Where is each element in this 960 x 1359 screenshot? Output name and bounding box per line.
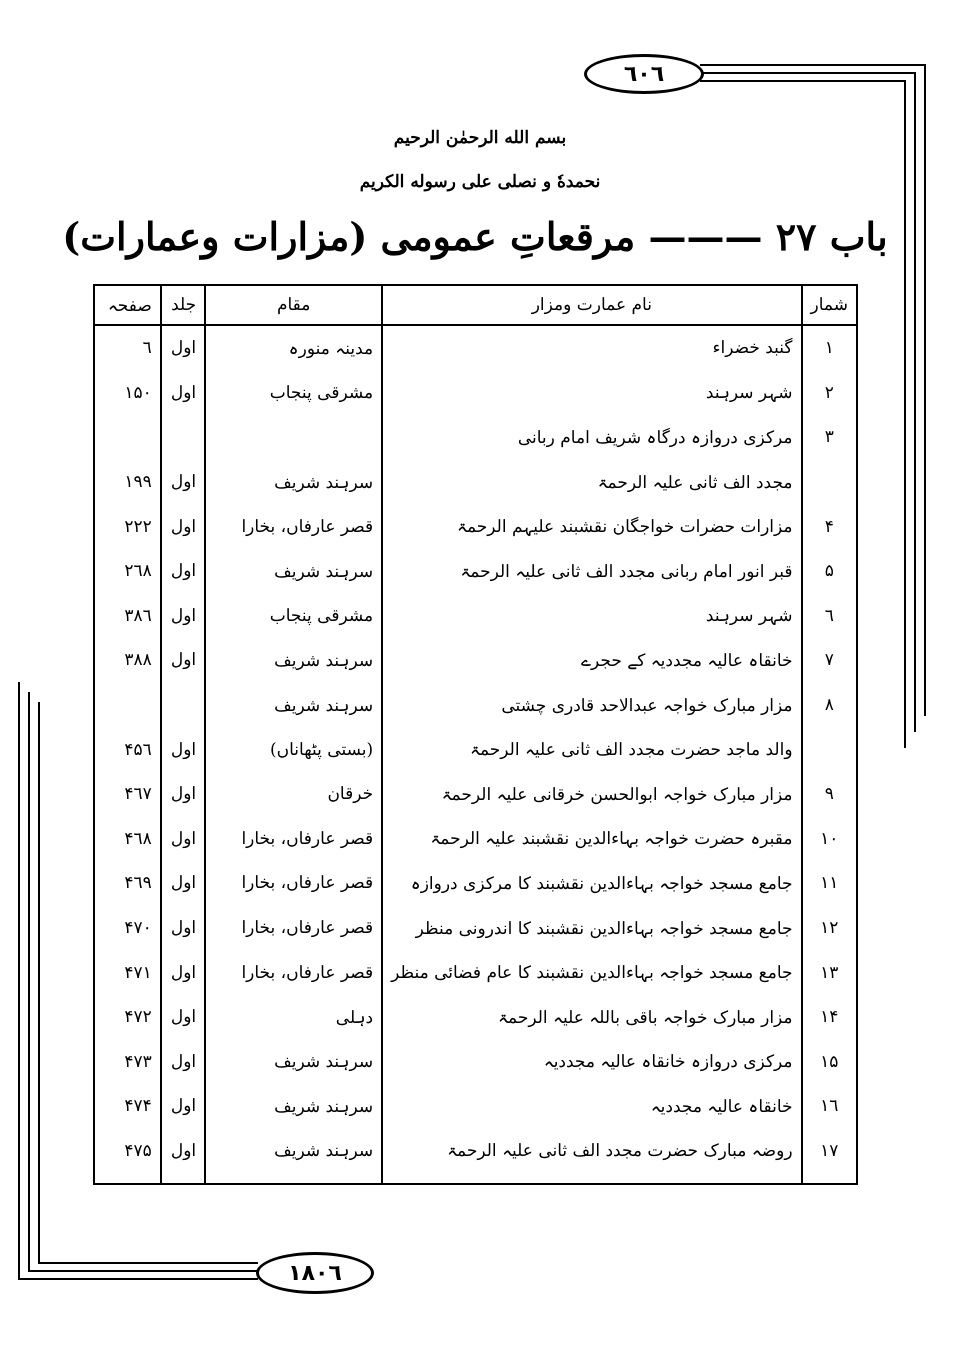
cell-number <box>802 727 857 772</box>
cell-name: مزار مبارک خواجہ عبدالاحد قادری چشتی <box>382 683 801 728</box>
cell-number: ۱۲ <box>802 906 857 951</box>
cell-number: ۴ <box>802 504 857 549</box>
cell-name: روضہ مبارک حضرت مجدد الف ثانی علیہ الرحمۃ <box>382 1129 801 1185</box>
bottom-page-number: ١٨٠٦ <box>256 1252 374 1294</box>
cell-name: مزار مبارک خواجہ باقی باللہ علیہ الرحمۃ <box>382 995 801 1040</box>
cell-volume: اول <box>161 995 205 1040</box>
cell-place: سرہند شریف <box>205 683 382 728</box>
chapter-title: باب ۲۷ ——— مرقعاتِ عمومی (مزارات وعمارات) <box>62 213 888 259</box>
cell-volume: اول <box>161 772 205 817</box>
cell-number: ۹ <box>802 772 857 817</box>
cell-place: خرقان <box>205 772 382 817</box>
cell-number: ۸ <box>802 683 857 728</box>
cell-place: قصر عارفاں، بخارا <box>205 906 382 951</box>
frame-line <box>28 692 30 1272</box>
table-row <box>94 415 857 460</box>
cell-number: ۲ <box>802 371 857 416</box>
cell-page: ۴۷۳ <box>94 1040 161 1085</box>
cell-number: ۱ <box>802 325 857 371</box>
cell-page: ۴٦۷ <box>94 772 161 817</box>
bismillah: بسم الله الرحمٰن الرحیم <box>393 128 567 148</box>
column-header-volume: جلد <box>161 285 205 325</box>
cell-name: قبر انور امام ربانی مجدد الف ثانی علیہ الرحمۃ <box>382 549 801 594</box>
cell-number: ۱۷ <box>802 1129 857 1185</box>
cell-number: ۱۱ <box>802 861 857 906</box>
cell-volume: اول <box>161 594 205 639</box>
cell-number <box>802 460 857 505</box>
frame-line <box>28 1270 258 1272</box>
cell-page: ۴۵٦ <box>94 727 161 772</box>
cell-page <box>94 415 161 460</box>
cell-place: مدینہ منورہ <box>205 325 382 371</box>
cell-volume: اول <box>161 549 205 594</box>
cell-volume: اول <box>161 371 205 416</box>
cell-volume: اول <box>161 460 205 505</box>
cell-name: خانقاہ عالیہ مجددیہ <box>382 1084 801 1129</box>
salutation: نحمدهٗ و نصلی علی رسوله الکریم <box>359 172 601 192</box>
cell-page: ۴۷۲ <box>94 995 161 1040</box>
column-header-place: مقام <box>205 285 382 325</box>
table-row <box>94 861 857 906</box>
cell-name: والد ماجد حضرت مجدد الف ثانی علیہ الرحمۃ <box>382 727 801 772</box>
cell-page: ۴٦۹ <box>94 861 161 906</box>
table-row <box>94 772 857 817</box>
cell-place: سرہند شریف <box>205 1129 382 1185</box>
frame-line <box>18 1278 258 1280</box>
cell-volume <box>161 415 205 460</box>
frame-line <box>700 64 926 66</box>
cell-name: جامع مسجد خواجہ بہاءالدین نقشبند کا مرکزی دروازہ <box>382 861 801 906</box>
cell-name: جامع مسجد خواجہ بہاءالدین نقشبند کا عام فضائی منظر <box>382 950 801 995</box>
table-row <box>94 325 857 371</box>
frame-line <box>700 72 916 74</box>
index-table <box>93 284 858 1185</box>
table-header-row <box>94 285 857 325</box>
cell-number: ۵ <box>802 549 857 594</box>
cell-page: ۴٦۸ <box>94 817 161 862</box>
cell-volume: اول <box>161 638 205 683</box>
cell-number: ۱۰ <box>802 817 857 862</box>
cell-page: ٦ <box>94 325 161 371</box>
cell-number: ۳ <box>802 415 857 460</box>
top-page-number: ٦٠٦ <box>584 54 704 94</box>
cell-volume: اول <box>161 1084 205 1129</box>
frame-line <box>38 702 40 1264</box>
cell-name: گنبد خضراء <box>382 325 801 371</box>
cell-number: ۱۴ <box>802 995 857 1040</box>
cell-place: مشرقی پنجاب <box>205 371 382 416</box>
cell-page: ۳۸۸ <box>94 638 161 683</box>
table-row <box>94 460 857 505</box>
table-row <box>94 371 857 416</box>
cell-volume: اول <box>161 950 205 995</box>
table-row <box>94 594 857 639</box>
cell-volume: اول <box>161 1040 205 1085</box>
cell-name: مزارات حضرات خواجگان نقشبند علیہم الرحمۃ <box>382 504 801 549</box>
cell-place: قصر عارفاں، بخارا <box>205 817 382 862</box>
cell-number: ۱٦ <box>802 1084 857 1129</box>
cell-place: مشرقی پنجاب <box>205 594 382 639</box>
cell-place: دہلی <box>205 995 382 1040</box>
table-row <box>94 950 857 995</box>
cell-volume: اول <box>161 1129 205 1185</box>
cell-page: ۴۷۰ <box>94 906 161 951</box>
cell-name: جامع مسجد خواجہ بہاءالدین نقشبند کا اندرونی منظر <box>382 906 801 951</box>
cell-number: ۷ <box>802 638 857 683</box>
column-header-page: صفحہ <box>94 285 161 325</box>
table-row <box>94 549 857 594</box>
cell-page: ۲٦۸ <box>94 549 161 594</box>
cell-name: مزار مبارک خواجہ ابوالحسن خرقانی علیہ الرحمۃ <box>382 772 801 817</box>
frame-line <box>38 1262 258 1264</box>
cell-page: ۲۲۲ <box>94 504 161 549</box>
cell-name: خانقاہ عالیہ مجددیہ کے حجرے <box>382 638 801 683</box>
cell-name: مرکزی دروازہ خانقاہ عالیہ مجددیہ <box>382 1040 801 1085</box>
table-row <box>94 504 857 549</box>
table-row <box>94 1084 857 1129</box>
table-row <box>94 817 857 862</box>
cell-volume: اول <box>161 861 205 906</box>
cell-page: ۱۵۰ <box>94 371 161 416</box>
cell-volume: اول <box>161 817 205 862</box>
table-row <box>94 1129 857 1185</box>
cell-volume: اول <box>161 727 205 772</box>
cell-name: شہر سرہند <box>382 371 801 416</box>
cell-name: مجدد الف ثانی علیہ الرحمۃ <box>382 460 801 505</box>
cell-number: ۱۳ <box>802 950 857 995</box>
column-header-name: نام عمارت ومزار <box>382 285 801 325</box>
cell-name: مقبرہ حضرت خواجہ بہاءالدین نقشبند علیہ الرحمۃ <box>382 817 801 862</box>
cell-page: ۴۷۱ <box>94 950 161 995</box>
table-row <box>94 727 857 772</box>
cell-place: سرہند شریف <box>205 1084 382 1129</box>
cell-page <box>94 683 161 728</box>
cell-number: ۱۵ <box>802 1040 857 1085</box>
table-row <box>94 638 857 683</box>
cell-page: ۳۸٦ <box>94 594 161 639</box>
cell-volume: اول <box>161 504 205 549</box>
cell-place: قصر عارفاں، بخارا <box>205 861 382 906</box>
cell-name: مرکزی دروازہ درگاہ شریف امام ربانی <box>382 415 801 460</box>
cell-place: سرہند شریف <box>205 549 382 594</box>
cell-number: ٦ <box>802 594 857 639</box>
cell-place: سرہند شریف <box>205 638 382 683</box>
cell-volume: اول <box>161 325 205 371</box>
cell-page: ۱۹۹ <box>94 460 161 505</box>
cell-volume <box>161 683 205 728</box>
table-row <box>94 683 857 728</box>
cell-page: ۴۷۴ <box>94 1084 161 1129</box>
cell-page: ۴۷۵ <box>94 1129 161 1185</box>
cell-place: سرہند شریف <box>205 1040 382 1085</box>
cell-place: سرہند شریف <box>205 460 382 505</box>
cell-place: قصر عارفاں، بخارا <box>205 950 382 995</box>
frame-line <box>924 64 926 716</box>
table-row <box>94 1040 857 1085</box>
frame-line <box>700 80 906 82</box>
table-row <box>94 906 857 951</box>
cell-name: شہر سرہند <box>382 594 801 639</box>
column-header-number: شمار <box>802 285 857 325</box>
cell-place: (بستی پٹھاناں) <box>205 727 382 772</box>
table-row <box>94 995 857 1040</box>
cell-place <box>205 415 382 460</box>
frame-line <box>914 72 916 732</box>
cell-volume: اول <box>161 906 205 951</box>
cell-place: قصر عارفاں، بخارا <box>205 504 382 549</box>
frame-line <box>18 682 20 1280</box>
